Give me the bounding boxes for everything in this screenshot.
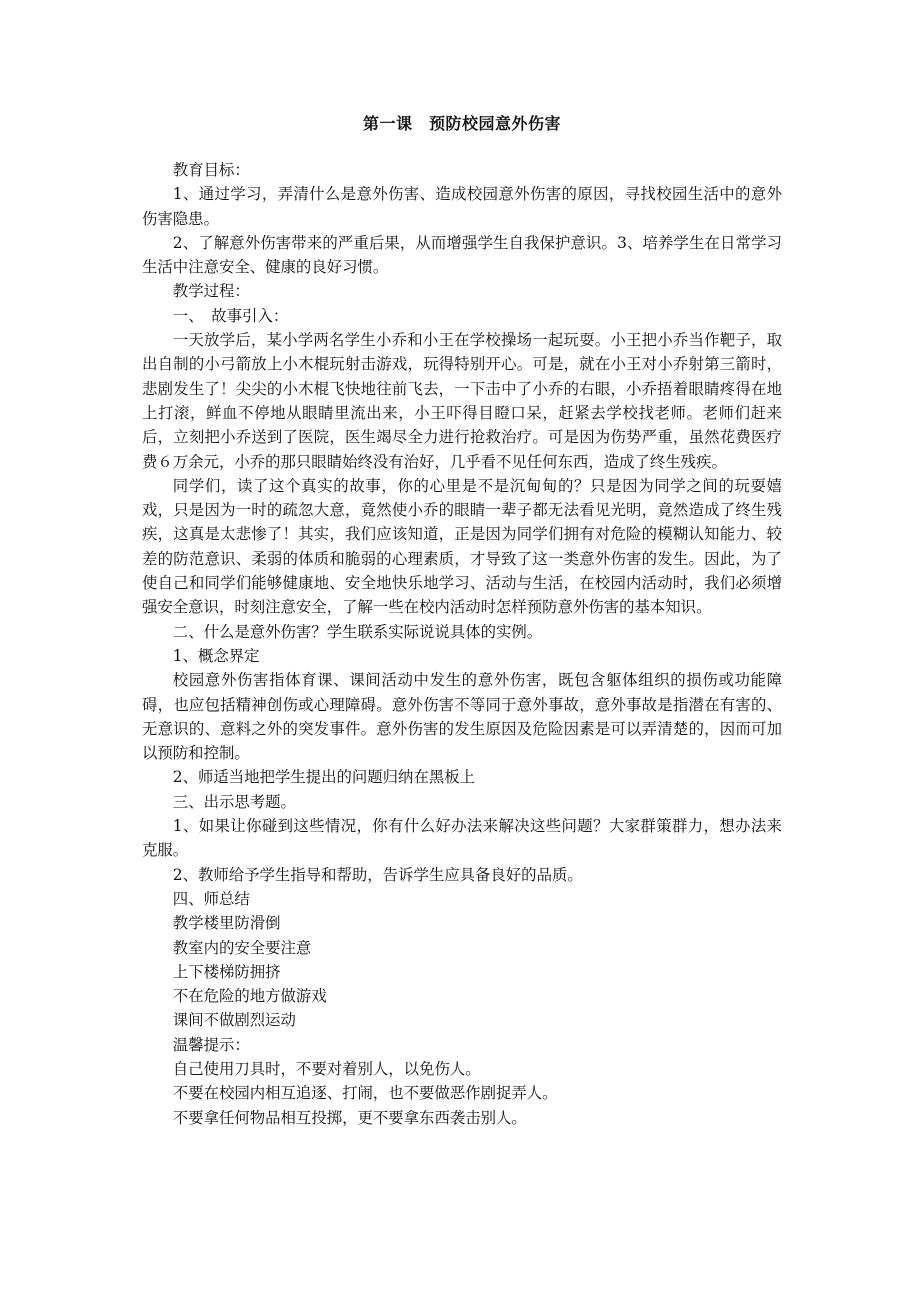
paragraph-rule-3: 上下楼梯防拥挤 — [172, 962, 281, 981]
paragraph-concept-definition: 校园意外伤害指体育课、课间活动中发生的意外伤害，既包含躯体组织的损伤或功能障碍，也应包括精神创伤或心理障碍。意外伤害不等同于意外事故，意外事故是指潜在有害的、无意识的、意料之外的突发事件。意外伤害的发生原因及危险因素是可以弄清楚的，因而可加以预防和控制。 — [142, 671, 782, 763]
paragraph-goal-1: 1、通过学习，弄清什么是意外伤害、造成校园意外伤害的原因，寻找校园生活中的意外伤害隐患。 — [142, 185, 782, 228]
paragraph-tip-3: 不要拿任何物品相互投掷，更不要拿东西袭击别人。 — [172, 1108, 527, 1127]
document-page — [142, 112, 782, 1130]
paragraph-tip-2: 不要在校园内相互追逐、打闹，也不要做恶作剧捉弄人。 — [172, 1084, 558, 1103]
paragraph-reflection: 同学们，读了这个真实的故事，你的心里是不是沉甸甸的？只是因为同学之间的玩耍嬉戏，只是因为一时的疏忽大意，竟然使小乔的眼睛一辈子都无法看见光明，竟然造成了终生残疾，这真是太悲惨了！其实，我们应该知道，正是因为同学们拥有对危险的模糊认知能力、较差的防范意识、柔弱的体质和脆弱的心理素质，才导致了这一类意外伤害的发生。因此，为了使自己和同学们能够健康地、安全地快乐地学习、活动与生活，在校园内活动时，我们必须增强安全意识，时刻注意安全，了解一些在校内活动时怎样预防意外伤害的基本知识。 — [142, 476, 782, 617]
paragraph-question-1: 1、如果让你碰到这些情况，你有什么好办法来解决这些问题？大家群策群力，想办法来克服。 — [142, 817, 782, 860]
paragraph-rule-4: 不在危险的地方做游戏 — [172, 987, 327, 1006]
paragraph-tip-1: 自己使用刀具时，不要对着别人，以免伤人。 — [172, 1059, 481, 1078]
paragraph-section-4-heading: 四、师总结 — [172, 889, 250, 908]
paragraph-goal-2-3: 2、了解意外伤害带来的严重后果，从而增强学生自我保护意识。3、培养学生在日常学习生活中注意安全、健康的良好习惯。 — [142, 233, 782, 277]
paragraph-tips-heading: 温馨提示： — [172, 1035, 250, 1054]
paragraph-section-2-heading: 二、什么是意外伤害？学生联系实际说说具体的实例。 — [172, 622, 543, 641]
paragraph-teaching-process-heading: 教学过程： — [172, 282, 250, 301]
paragraph-story: 一天放学后，某小学两名学生小乔和小王在学校操场一起玩耍。小王把小乔当作靶子，取出自制的小弓箭放上小木棍玩射击游戏，玩得特别开心。可是，就在小王对小乔射第三箭时，悲剧发生了！尖尖的小木棍飞快地往前飞去，一下击中了小乔的右眼，小乔捂着眼睛疼得在地上打滚，鲜血不停地从眼睛里流出来，小王吓得目瞪口呆，赶紧去学校找老师。老师们赶来后，立刻把小乔送到了医院，医生竭尽全力进行抢救治疗。可是因为伤势严重，虽然花费医疗费６万余元，小乔的那只眼睛始终没有治好，几乎看不见任何东西，造成了终生残疾。 — [142, 331, 782, 471]
paragraph-education-goals-heading: 教育目标： — [172, 161, 250, 179]
paragraph-concept-heading: 1、概念界定 — [172, 646, 260, 665]
paragraph-rule-2: 教室内的安全要注意 — [172, 938, 312, 957]
paragraph-rule-1: 教学楼里防滑倒 — [172, 914, 281, 933]
paragraph-blackboard-note: 2、师适当地把学生提出的问题归纳在黑板上 — [172, 768, 476, 787]
paragraph-rule-5: 课间不做剧烈运动 — [172, 1011, 296, 1030]
document-title: 第一课 预防校园意外伤害 — [362, 114, 561, 133]
paragraph-section-1-heading: 一、 故事引入： — [172, 306, 289, 325]
paragraph-question-2: 2、教师给予学生指导和帮助，告诉学生应具备良好的品质。 — [172, 865, 583, 884]
paragraph-section-3-heading: 三、出示思考题。 — [172, 792, 296, 811]
